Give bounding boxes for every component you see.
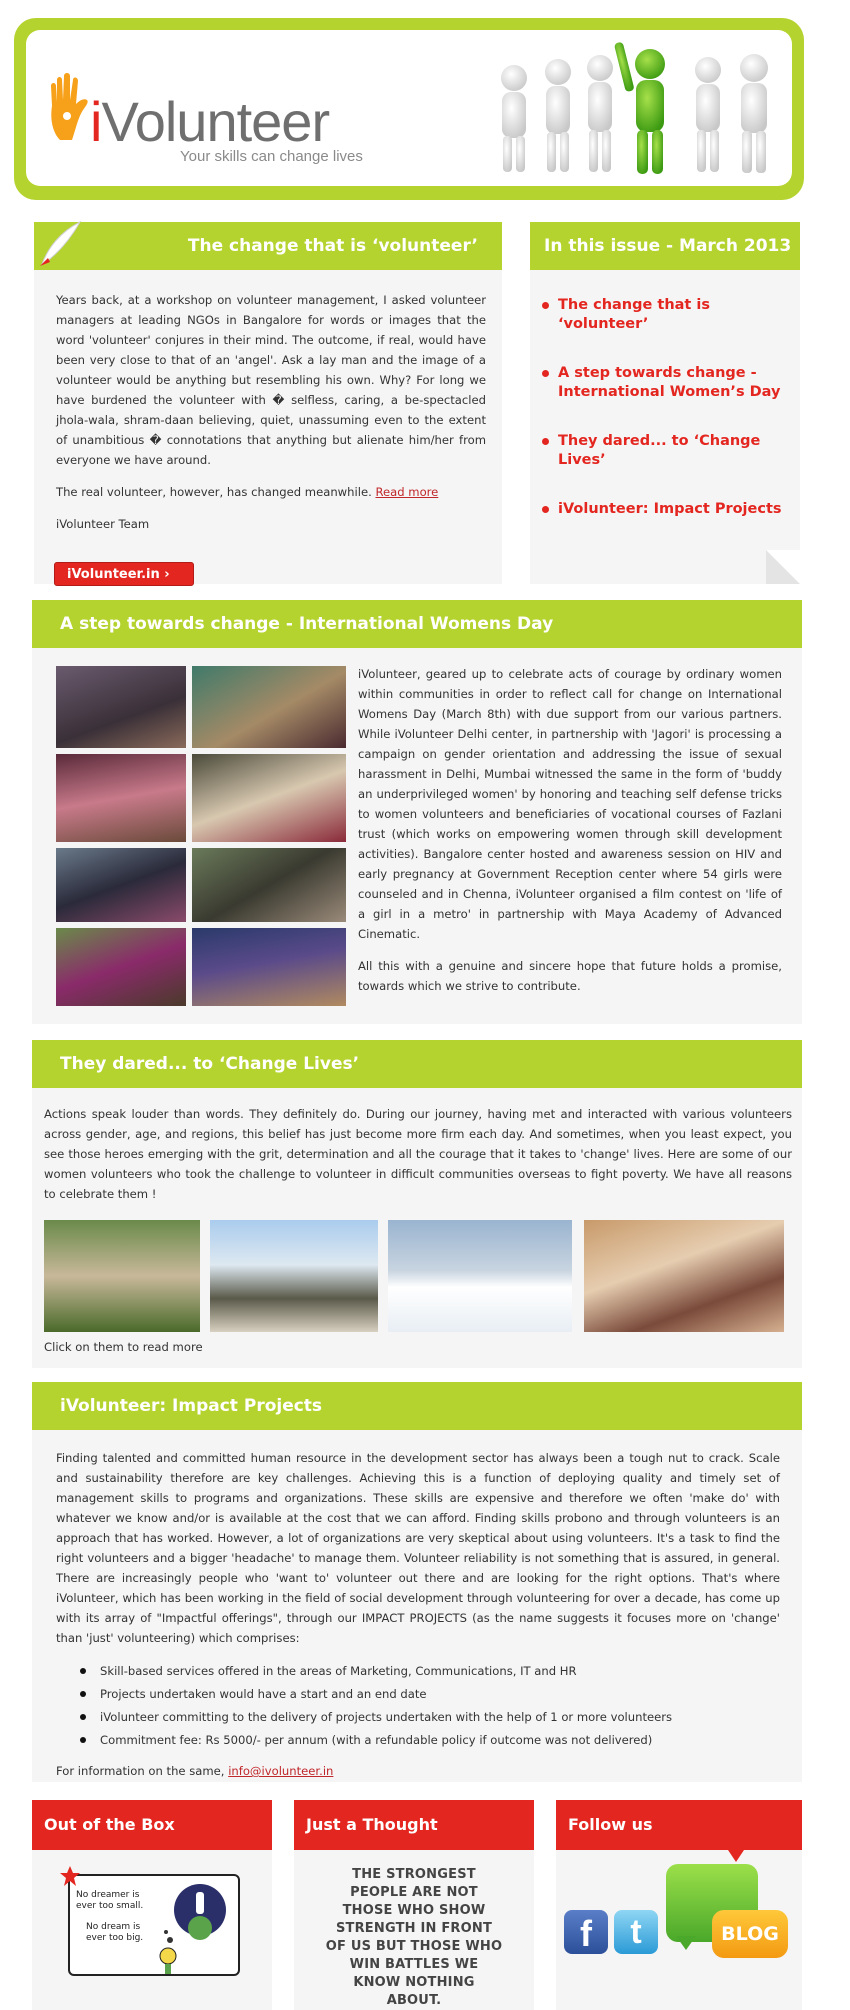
header-inner: [26, 30, 792, 186]
change-signature: iVolunteer Team: [56, 517, 150, 531]
quill-icon: [38, 218, 84, 268]
impact-contact-prefix: For information on the same,: [56, 1764, 229, 1778]
dared-body: [44, 1104, 792, 1204]
dared-paragraph: Actions speak louder than words. They definitely do. During our journey, having met and interacted with various volunteers across gender, age, and regions, this belief has just become more firm each day. And sometimes, when you least expect, you see those heroes emerging with the grit, determination and all the courage that it takes to 'change' lives. Here are some of our women volunteers who took the challenge to volunteer in difficult communities overseas to fight poverty. We have all reasons to celebrate them !: [44, 1107, 792, 1201]
blog-bubble-tail: [676, 1936, 696, 1950]
volunteer-photo-3[interactable]: [388, 1220, 572, 1332]
logo-wordmark: iVolunteer: [90, 90, 330, 153]
change-body: [56, 290, 486, 534]
issue-item-impact[interactable]: iVolunteer: Impact Projects: [540, 500, 792, 519]
comic-frame: [68, 1874, 240, 1976]
speech-tail-decoration: [728, 1850, 744, 1862]
impact-paragraph: Finding talented and committed human resource in the development sector has always been a tough nut to crack. Scale and sustainability therefore are key challenges. Achieving this is a function of deploying quality and timely set of management skills to programs and organizations. These skills are expensive and therefore we often 'make do' with whatever we know and/or is available at the cost that we can afford. Finding skills probono and through volunteers is an approach that has worked. However, a lot of organizations are very skeptical about using volunteers. It's a task to find the right volunteers and a bigger 'headache' to manage them. Volunteer reliability is not something that is assured, in general. There are increasingly people who 'want to' volunteer out there and are looking for the right options. That's where iVolunteer, which has been working in the field of social development through volunteering for over a decade, has come up with its array of "Impactful offerings", through our IMPACT PROJECTS (as the name suggests it focuses more on 'change' than 'just' volunteering) which comprises:: [56, 1451, 780, 1645]
womens-day-title: A step towards change - International Womens Day: [32, 600, 802, 648]
hand-logo-icon: [46, 72, 92, 142]
issue-item-change[interactable]: The change that is ‘volunteer’: [540, 296, 792, 334]
photo-group-6[interactable]: [192, 848, 346, 922]
change-panel: [34, 222, 502, 584]
blog-button[interactable]: BLOG: [712, 1910, 788, 1958]
photo-group-4[interactable]: [192, 754, 346, 842]
impact-bullet: Commitment fee: Rs 5000/- per annum (with a refundable policy if outcome was not delivered): [100, 1729, 780, 1752]
impact-title: iVolunteer: Impact Projects: [32, 1382, 802, 1430]
impact-bullet: Projects undertaken would have a start and an end date: [100, 1683, 780, 1706]
follow-us-title: Follow us: [556, 1800, 802, 1850]
issue-item-dared[interactable]: They dared... to ‘Change Lives’: [540, 432, 792, 470]
impact-bullet: iVolunteer committing to the delivery of projects undertaken with the help of 1 or more volunteers: [100, 1706, 780, 1729]
follow-us-panel: [556, 1800, 802, 2010]
change-paragraph-2: [56, 482, 486, 502]
click-to-read-note: Click on them to read more: [44, 1340, 203, 1354]
change-paragraph: Years back, at a workshop on volunteer management, I asked volunteer managers at leading NGOs in Bangalore for words or images that the word 'volunteer' conjures in their mind. The outcome, if real, would have been very close to that of an 'angel'. Ask a lay man and the image of a volunteer would be anything but resembling his own. Why? For long we have burdened the volunteer with � selfless, caring, a be-spectacled jhola-wala, shram-daan believing, quiet, unassuming even to the extent of unambitious � connotations that anything but alienate him/her from everyone we have around.: [56, 293, 486, 467]
impact-bullet-list: [56, 1660, 780, 1752]
out-of-box-panel: [32, 1800, 272, 2010]
volunteer-photo-1[interactable]: [44, 1220, 200, 1332]
impact-body: [56, 1448, 780, 1778]
page-peel-decoration: [766, 550, 800, 584]
impact-contact-line: [56, 1764, 780, 1778]
issue-title: In this issue - March 2013: [530, 222, 800, 270]
dared-title: They dared... to ‘Change Lives’: [32, 1040, 802, 1088]
volunteer-photo-2[interactable]: [210, 1220, 378, 1332]
twitter-icon[interactable]: t: [614, 1910, 658, 1954]
photo-group-7[interactable]: [56, 928, 186, 1006]
chevron-right-icon: ›: [164, 567, 170, 582]
just-a-thought-title: Just a Thought: [294, 1800, 534, 1850]
impact-panel: [32, 1382, 802, 1782]
just-a-thought-panel: [294, 1800, 534, 2010]
header-banner: [14, 18, 804, 200]
photo-group-8[interactable]: [192, 928, 346, 1006]
email-link[interactable]: info@ivolunteer.in: [228, 1764, 334, 1778]
ivolunteer-site-button[interactable]: [54, 562, 194, 586]
change-para2-text: The real volunteer, however, has changed meanwhile.: [56, 485, 376, 499]
womens-day-panel: [32, 600, 802, 1024]
issue-list: [540, 296, 792, 549]
dreamer-comic-icon: [154, 1880, 238, 1974]
ivolunteer-button-label: iVolunteer.in: [67, 567, 160, 582]
volunteer-photo-4[interactable]: [584, 1220, 784, 1332]
womens-day-photo-collage: [56, 666, 346, 1006]
comic-text-1: No dreamer is ever too small.: [76, 1890, 144, 1911]
change-title: The change that is ‘volunteer’: [34, 222, 502, 270]
issue-item-womens-day[interactable]: A step towards change - International Women’s Day: [540, 364, 792, 402]
volunteer-figures-illustration: [486, 38, 786, 178]
womens-day-body: [358, 664, 782, 996]
read-more-link[interactable]: Read more: [375, 485, 439, 499]
photo-group-5[interactable]: [56, 848, 186, 922]
womens-day-paragraph-2: All this with a genuine and sincere hope that future holds a promise, towards which we strive to contribute.: [358, 959, 782, 993]
photo-group-2[interactable]: [192, 666, 346, 748]
photo-group-1[interactable]: [56, 666, 186, 748]
photo-group-3[interactable]: [56, 754, 186, 842]
star-icon: [58, 1864, 82, 1888]
comic-text-2: No dream is ever too big.: [86, 1922, 144, 1943]
issue-panel: [530, 222, 800, 584]
dared-panel: [32, 1040, 802, 1368]
facebook-icon[interactable]: f: [564, 1910, 608, 1954]
impact-bullet: Skill-based services offered in the areas of Marketing, Communications, IT and HR: [100, 1660, 780, 1683]
womens-day-paragraph: iVolunteer, geared up to celebrate acts of courage by ordinary women within communities in order to reflect call for change on International Womens Day (March 8th) with due support from our various partners. While iVolunteer Delhi center, in partnership with 'Jagori' is processing a campaign on gender orientation and addressing the issue of sexual harassment in Delhi, Mumbai witnessed the same in the form of 'buddy an underprivileged women' by honoring and teaching self defense tricks to women volunteers and beneficiaries of vocational courses of Fazlani trust (which works on empowering women through skill development activities). Bangalore center hosted and awareness session on HIV and early pregnancy at Government Reception center where 54 girls were counseled and in Chenna, iVolunteer organised a film contest on 'life of a girl in a metro' in partnership with Maya Academy of Advanced Cinematic.: [358, 667, 782, 941]
out-of-box-title: Out of the Box: [32, 1800, 272, 1850]
logo-tagline: Your skills can change lives: [180, 148, 363, 165]
thought-quote: THE STRONGEST PEOPLE ARE NOT THOSE WHO SHOW STRENGTH IN FRONT OF US BUT THOSE WHO WIN BATTLES WE KNOW NOTHING ABOUT.: [325, 1867, 503, 2008]
